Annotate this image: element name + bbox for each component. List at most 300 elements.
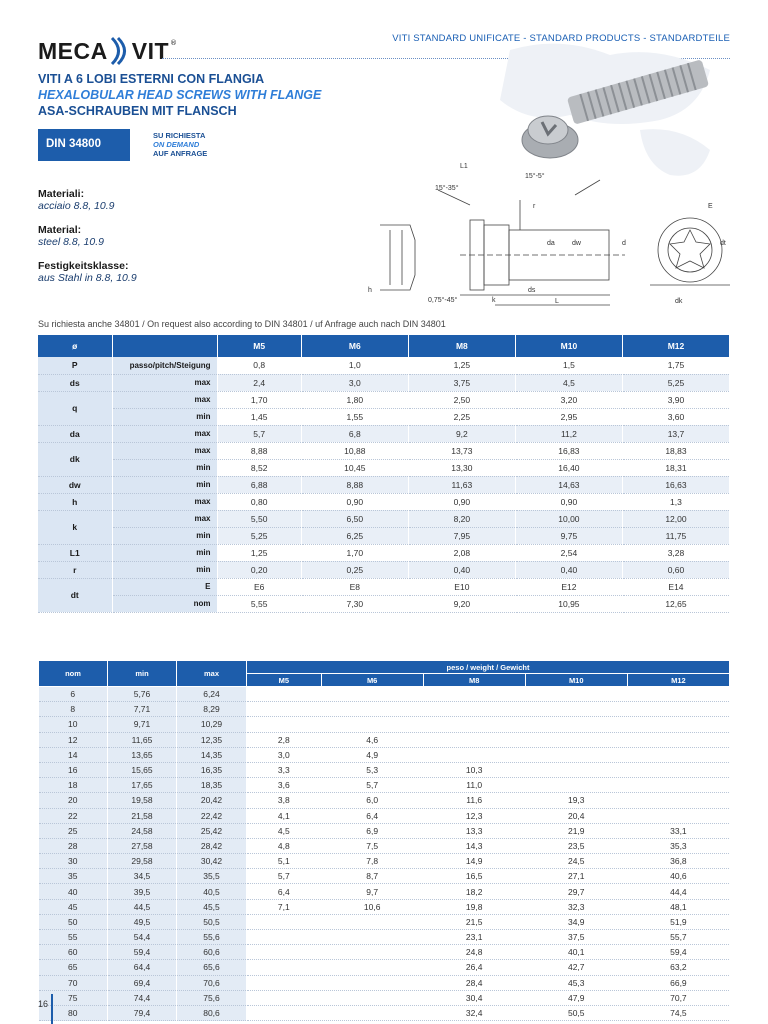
length-min: 29,58 bbox=[108, 854, 177, 869]
material-value: acciaio 8.8, 10.9 bbox=[38, 200, 115, 212]
dimension-value: 2,50 bbox=[408, 391, 515, 408]
weight-value: 4,9 bbox=[321, 747, 423, 762]
length-nominal: 25 bbox=[39, 823, 108, 838]
dimension-symbol: L1 bbox=[38, 544, 112, 561]
drawing-label: L bbox=[555, 298, 559, 305]
weight-value: 6,4 bbox=[247, 884, 322, 899]
column-header: M10 bbox=[515, 335, 622, 357]
weight-value: 63,2 bbox=[627, 960, 729, 975]
table-row bbox=[39, 975, 730, 990]
length-min: 79,4 bbox=[108, 1005, 177, 1020]
weight-value bbox=[321, 687, 423, 702]
weight-value bbox=[321, 945, 423, 960]
dimension-value: 9,2 bbox=[408, 425, 515, 442]
dimension-value: 1,3 bbox=[622, 493, 729, 510]
weight-value: 19,3 bbox=[525, 793, 627, 808]
material-italian bbox=[38, 188, 114, 212]
dimension-qualifier: E bbox=[112, 578, 217, 595]
table-row bbox=[39, 793, 730, 808]
weight-value: 4,6 bbox=[321, 732, 423, 747]
length-max: 50,5 bbox=[177, 914, 247, 929]
product-titles bbox=[38, 71, 321, 119]
weight-value bbox=[525, 702, 627, 717]
length-nominal: 60 bbox=[39, 945, 108, 960]
length-max: 75,6 bbox=[177, 990, 247, 1005]
drawing-label: k bbox=[492, 297, 496, 304]
table-row bbox=[39, 762, 730, 777]
weight-value bbox=[627, 717, 729, 732]
column-header-max: max bbox=[177, 661, 247, 687]
dimension-value: 0,90 bbox=[301, 493, 408, 510]
din-availability-note bbox=[153, 131, 207, 158]
size-header: M5 bbox=[247, 674, 322, 687]
length-min: 39,5 bbox=[108, 884, 177, 899]
weight-value: 37,5 bbox=[525, 930, 627, 945]
length-min: 74,4 bbox=[108, 990, 177, 1005]
brand-logo bbox=[38, 36, 177, 66]
weight-value: 6,0 bbox=[321, 793, 423, 808]
weight-value: 19,8 bbox=[423, 899, 525, 914]
weight-value: 13,3 bbox=[423, 823, 525, 838]
weight-value bbox=[627, 702, 729, 717]
weight-value: 45,3 bbox=[525, 975, 627, 990]
table-row bbox=[39, 823, 730, 838]
weight-value: 9,7 bbox=[321, 884, 423, 899]
length-nominal: 70 bbox=[39, 975, 108, 990]
dimension-value: 0,8 bbox=[217, 357, 301, 374]
weight-value bbox=[247, 687, 322, 702]
dimension-qualifier: min bbox=[112, 527, 217, 544]
weight-value: 34,9 bbox=[525, 914, 627, 929]
drawing-angle: 15°-5° bbox=[525, 173, 545, 180]
title-german: ASA-SCHRAUBEN MIT FLANSCH bbox=[38, 104, 237, 118]
weight-value: 6,4 bbox=[321, 808, 423, 823]
dimension-value: 12,00 bbox=[622, 510, 729, 527]
dimension-value: 1,45 bbox=[217, 408, 301, 425]
dimension-value: 6,50 bbox=[301, 510, 408, 527]
table-row bbox=[38, 561, 730, 578]
length-min: 19,58 bbox=[108, 793, 177, 808]
length-min: 11,65 bbox=[108, 732, 177, 747]
table-row bbox=[38, 357, 730, 374]
dimension-qualifier: max bbox=[112, 493, 217, 510]
dimension-value: 0,25 bbox=[301, 561, 408, 578]
drawing-angle: 15°-35° bbox=[435, 185, 459, 192]
dimension-value: 1,55 bbox=[301, 408, 408, 425]
weight-value bbox=[247, 914, 322, 929]
dimension-value: 2,08 bbox=[408, 544, 515, 561]
column-header: ø bbox=[38, 335, 112, 357]
length-nominal: 18 bbox=[39, 778, 108, 793]
weight-value: 3,8 bbox=[247, 793, 322, 808]
weight-value: 29,7 bbox=[525, 884, 627, 899]
dimension-value: 1,80 bbox=[301, 391, 408, 408]
weight-value: 28,4 bbox=[423, 975, 525, 990]
weight-value: 74,5 bbox=[627, 1005, 729, 1020]
dimension-value: 2,4 bbox=[217, 374, 301, 391]
table-row bbox=[39, 778, 730, 793]
drawing-labels bbox=[368, 163, 726, 305]
length-min: 5,76 bbox=[108, 687, 177, 702]
dimension-value: 11,75 bbox=[622, 527, 729, 544]
dimension-value: 6,25 bbox=[301, 527, 408, 544]
dimension-value: 0,90 bbox=[515, 493, 622, 510]
dimension-qualifier: min bbox=[112, 459, 217, 476]
table-row bbox=[38, 425, 730, 442]
dimension-qualifier: max bbox=[112, 425, 217, 442]
weight-value: 7,8 bbox=[321, 854, 423, 869]
length-nominal: 6 bbox=[39, 687, 108, 702]
table-row bbox=[38, 578, 730, 595]
column-header: M5 bbox=[217, 335, 301, 357]
weight-value bbox=[321, 717, 423, 732]
length-min: 44,5 bbox=[108, 899, 177, 914]
dimension-value: 12,65 bbox=[622, 595, 729, 612]
weight-value: 32,3 bbox=[525, 899, 627, 914]
column-header bbox=[112, 335, 217, 357]
size-header: M8 bbox=[423, 674, 525, 687]
table-header-row bbox=[38, 335, 730, 357]
request-note: Su richiesta anche 34801 / On request also according to DIN 34801 / uf Anfrage auch nach DIN 34801 bbox=[38, 319, 446, 329]
length-min: 49,5 bbox=[108, 914, 177, 929]
length-min: 54,4 bbox=[108, 930, 177, 945]
weight-value: 5,1 bbox=[247, 854, 322, 869]
length-max: 65,6 bbox=[177, 960, 247, 975]
dimension-value: 5,7 bbox=[217, 425, 301, 442]
column-header: M12 bbox=[622, 335, 729, 357]
weight-value: 70,7 bbox=[627, 990, 729, 1005]
dimension-value: 13,73 bbox=[408, 442, 515, 459]
dimension-qualifier: nom bbox=[112, 595, 217, 612]
weight-value: 40,6 bbox=[627, 869, 729, 884]
page-marker bbox=[51, 994, 53, 1024]
dimension-value: 10,88 bbox=[301, 442, 408, 459]
length-nominal: 80 bbox=[39, 1005, 108, 1020]
weight-value bbox=[627, 778, 729, 793]
weight-value: 33,1 bbox=[627, 823, 729, 838]
section-breadcrumb: VITI STANDARD UNIFICATE - STANDARD PRODUCTS - STANDARDTEILE bbox=[392, 33, 730, 44]
table-header-row bbox=[39, 661, 730, 674]
dimension-value: 0,80 bbox=[217, 493, 301, 510]
length-nominal: 10 bbox=[39, 717, 108, 732]
weight-value bbox=[247, 702, 322, 717]
length-max: 14,35 bbox=[177, 747, 247, 762]
dimension-value: E14 bbox=[622, 578, 729, 595]
weight-value bbox=[423, 732, 525, 747]
length-min: 64,4 bbox=[108, 960, 177, 975]
table-row bbox=[39, 854, 730, 869]
weight-value bbox=[321, 702, 423, 717]
weight-value: 3,3 bbox=[247, 762, 322, 777]
weight-value: 47,9 bbox=[525, 990, 627, 1005]
weight-value: 24,8 bbox=[423, 945, 525, 960]
length-max: 6,24 bbox=[177, 687, 247, 702]
dimension-value: 6,88 bbox=[217, 476, 301, 493]
dimension-symbol: P bbox=[38, 357, 112, 374]
table-row bbox=[39, 945, 730, 960]
weight-value: 20,4 bbox=[525, 808, 627, 823]
note-english: ON DEMAND bbox=[153, 140, 200, 149]
table-row bbox=[38, 595, 730, 612]
length-min: 21,58 bbox=[108, 808, 177, 823]
material-label: Materiali: bbox=[38, 188, 85, 200]
table-row bbox=[39, 838, 730, 853]
length-min: 17,65 bbox=[108, 778, 177, 793]
length-nominal: 16 bbox=[39, 762, 108, 777]
note-german: AUF ANFRAGE bbox=[153, 149, 208, 158]
table-row bbox=[39, 1005, 730, 1020]
drawing-label: dt bbox=[720, 240, 726, 247]
table-row bbox=[38, 459, 730, 476]
weight-value bbox=[247, 717, 322, 732]
dimension-qualifier: min bbox=[112, 408, 217, 425]
weight-value bbox=[525, 762, 627, 777]
drawing-label: L1 bbox=[460, 163, 468, 170]
table-row bbox=[38, 442, 730, 459]
dimension-value: 6,8 bbox=[301, 425, 408, 442]
weight-value: 44,4 bbox=[627, 884, 729, 899]
weight-value bbox=[525, 717, 627, 732]
dimension-symbol: h bbox=[38, 493, 112, 510]
weight-value: 14,3 bbox=[423, 838, 525, 853]
length-max: 45,5 bbox=[177, 899, 247, 914]
weight-value bbox=[423, 747, 525, 762]
dimension-symbol: dw bbox=[38, 476, 112, 493]
dimension-value: 5,25 bbox=[622, 374, 729, 391]
weight-value: 36,8 bbox=[627, 854, 729, 869]
length-nominal: 20 bbox=[39, 793, 108, 808]
dimension-value: 1,70 bbox=[301, 544, 408, 561]
dimension-qualifier: max bbox=[112, 510, 217, 527]
dimension-symbol: dk bbox=[38, 442, 112, 476]
screw-illustration bbox=[360, 30, 730, 315]
weight-value: 30,4 bbox=[423, 990, 525, 1005]
weight-value bbox=[247, 990, 322, 1005]
table-row bbox=[39, 702, 730, 717]
weight-value: 3,0 bbox=[247, 747, 322, 762]
dimension-value: 8,20 bbox=[408, 510, 515, 527]
weight-value: 4,8 bbox=[247, 838, 322, 853]
weight-value bbox=[247, 960, 322, 975]
weight-value bbox=[525, 747, 627, 762]
brand-name-left: MECA bbox=[38, 37, 108, 64]
weight-value bbox=[627, 808, 729, 823]
side-view-drawing bbox=[380, 180, 730, 305]
weight-value: 21,9 bbox=[525, 823, 627, 838]
weight-value: 7,1 bbox=[247, 899, 322, 914]
dimension-value: 16,83 bbox=[515, 442, 622, 459]
length-min: 7,71 bbox=[108, 702, 177, 717]
table-row bbox=[39, 808, 730, 823]
material-value: steel 8.8, 10.9 bbox=[38, 236, 104, 248]
dimension-value: E8 bbox=[301, 578, 408, 595]
weight-value bbox=[627, 793, 729, 808]
weight-value bbox=[423, 717, 525, 732]
weight-value bbox=[247, 930, 322, 945]
dimension-value: 0,90 bbox=[408, 493, 515, 510]
table-row bbox=[39, 960, 730, 975]
weight-value: 27,1 bbox=[525, 869, 627, 884]
dimension-value: 9,75 bbox=[515, 527, 622, 544]
material-value: aus Stahl in 8.8, 10.9 bbox=[38, 272, 137, 284]
dimension-value: 5,50 bbox=[217, 510, 301, 527]
length-nominal: 12 bbox=[39, 732, 108, 747]
length-min: 24,58 bbox=[108, 823, 177, 838]
dimension-value: 3,60 bbox=[622, 408, 729, 425]
length-max: 60,6 bbox=[177, 945, 247, 960]
table-row bbox=[39, 717, 730, 732]
weight-value bbox=[627, 732, 729, 747]
length-max: 70,6 bbox=[177, 975, 247, 990]
weight-value: 42,7 bbox=[525, 960, 627, 975]
dimension-value: 3,75 bbox=[408, 374, 515, 391]
weight-value: 10,6 bbox=[321, 899, 423, 914]
dimension-qualifier: max bbox=[112, 442, 217, 459]
table-row bbox=[39, 990, 730, 1005]
length-nominal: 14 bbox=[39, 747, 108, 762]
dimension-value: 7,30 bbox=[301, 595, 408, 612]
dimension-qualifier: min bbox=[112, 544, 217, 561]
dimension-value: 8,88 bbox=[217, 442, 301, 459]
table-row bbox=[38, 391, 730, 408]
dimension-value: 11,63 bbox=[408, 476, 515, 493]
dimension-value: 16,40 bbox=[515, 459, 622, 476]
dimension-value: 1,75 bbox=[622, 357, 729, 374]
weight-value: 14,9 bbox=[423, 854, 525, 869]
material-english bbox=[38, 224, 104, 248]
length-nominal: 50 bbox=[39, 914, 108, 929]
weight-value: 12,3 bbox=[423, 808, 525, 823]
weight-value: 5,7 bbox=[247, 869, 322, 884]
dimension-value: 16,63 bbox=[622, 476, 729, 493]
registered-mark: ® bbox=[170, 39, 178, 47]
weight-value bbox=[525, 778, 627, 793]
weight-value bbox=[321, 975, 423, 990]
weight-value: 18,2 bbox=[423, 884, 525, 899]
dimension-value: 18,31 bbox=[622, 459, 729, 476]
dimension-value: 1,25 bbox=[217, 544, 301, 561]
weight-value bbox=[247, 1005, 322, 1020]
table-row bbox=[38, 527, 730, 544]
dimension-value: 7,95 bbox=[408, 527, 515, 544]
dimension-value: 3,0 bbox=[301, 374, 408, 391]
weight-value: 55,7 bbox=[627, 930, 729, 945]
dimensions-table bbox=[38, 335, 730, 613]
dimension-value: 9,20 bbox=[408, 595, 515, 612]
dimension-qualifier: min bbox=[112, 476, 217, 493]
dimension-qualifier: min bbox=[112, 561, 217, 578]
length-min: 15,65 bbox=[108, 762, 177, 777]
material-label: Material: bbox=[38, 224, 82, 236]
weight-value: 8,7 bbox=[321, 869, 423, 884]
weight-value bbox=[247, 975, 322, 990]
dimension-value: 1,70 bbox=[217, 391, 301, 408]
length-max: 80,6 bbox=[177, 1005, 247, 1020]
material-german bbox=[38, 260, 137, 284]
weight-value bbox=[321, 914, 423, 929]
dimension-value: 3,90 bbox=[622, 391, 729, 408]
dimension-value: 1,0 bbox=[301, 357, 408, 374]
dimension-value: 4,5 bbox=[515, 374, 622, 391]
length-min: 34,5 bbox=[108, 869, 177, 884]
page-number: 16 bbox=[38, 999, 49, 1009]
weight-value: 23,1 bbox=[423, 930, 525, 945]
length-nominal: 55 bbox=[39, 930, 108, 945]
dimension-value: 18,83 bbox=[622, 442, 729, 459]
weight-value: 26,4 bbox=[423, 960, 525, 975]
weight-value: 23,5 bbox=[525, 838, 627, 853]
weight-value bbox=[321, 990, 423, 1005]
drawing-label: h bbox=[368, 287, 372, 294]
length-nominal: 22 bbox=[39, 808, 108, 823]
weight-value: 40,1 bbox=[525, 945, 627, 960]
dimension-value: 0,40 bbox=[408, 561, 515, 578]
length-nominal: 65 bbox=[39, 960, 108, 975]
table-row bbox=[38, 476, 730, 493]
table-row bbox=[39, 899, 730, 914]
weight-value: 3,6 bbox=[247, 778, 322, 793]
table-row bbox=[39, 930, 730, 945]
length-max: 25,42 bbox=[177, 823, 247, 838]
dimension-qualifier: max bbox=[112, 374, 217, 391]
weight-value: 5,3 bbox=[321, 762, 423, 777]
column-header: M8 bbox=[408, 335, 515, 357]
length-nominal: 35 bbox=[39, 869, 108, 884]
table-row bbox=[39, 884, 730, 899]
drawing-label: dk bbox=[675, 298, 683, 305]
brand-name-right: VIT bbox=[131, 37, 170, 64]
drawing-label: da bbox=[547, 240, 555, 247]
size-header: M10 bbox=[525, 674, 627, 687]
dimension-value: 13,30 bbox=[408, 459, 515, 476]
dimension-value: E10 bbox=[408, 578, 515, 595]
weight-value: 32,4 bbox=[423, 1005, 525, 1020]
title-english: HEXALOBULAR HEAD SCREWS WITH FLANGE bbox=[38, 88, 322, 102]
dimension-value: 2,95 bbox=[515, 408, 622, 425]
dimension-value: 3,20 bbox=[515, 391, 622, 408]
weight-value: 11,6 bbox=[423, 793, 525, 808]
weight-value: 66,9 bbox=[627, 975, 729, 990]
weight-value: 24,5 bbox=[525, 854, 627, 869]
weight-value: 7,5 bbox=[321, 838, 423, 853]
dimension-value: E6 bbox=[217, 578, 301, 595]
dimension-value: 14,63 bbox=[515, 476, 622, 493]
brand-swoosh-icon bbox=[109, 36, 131, 66]
table-row bbox=[38, 510, 730, 527]
length-min: 9,71 bbox=[108, 717, 177, 732]
weight-value: 48,1 bbox=[627, 899, 729, 914]
table-row bbox=[39, 687, 730, 702]
weight-value bbox=[321, 1005, 423, 1020]
length-max: 18,35 bbox=[177, 778, 247, 793]
table-row bbox=[39, 747, 730, 762]
weight-value: 4,1 bbox=[247, 808, 322, 823]
dimension-value: 2,54 bbox=[515, 544, 622, 561]
length-max: 30,42 bbox=[177, 854, 247, 869]
weight-value: 2,8 bbox=[247, 732, 322, 747]
drawing-label: r bbox=[533, 203, 536, 210]
length-max: 10,29 bbox=[177, 717, 247, 732]
weight-value bbox=[627, 762, 729, 777]
weight-value: 50,5 bbox=[525, 1005, 627, 1020]
weight-value bbox=[423, 702, 525, 717]
length-max: 28,42 bbox=[177, 838, 247, 853]
weight-value bbox=[525, 732, 627, 747]
table-row bbox=[38, 374, 730, 391]
length-max: 35,5 bbox=[177, 869, 247, 884]
table-row bbox=[39, 732, 730, 747]
weight-value: 59,4 bbox=[627, 945, 729, 960]
